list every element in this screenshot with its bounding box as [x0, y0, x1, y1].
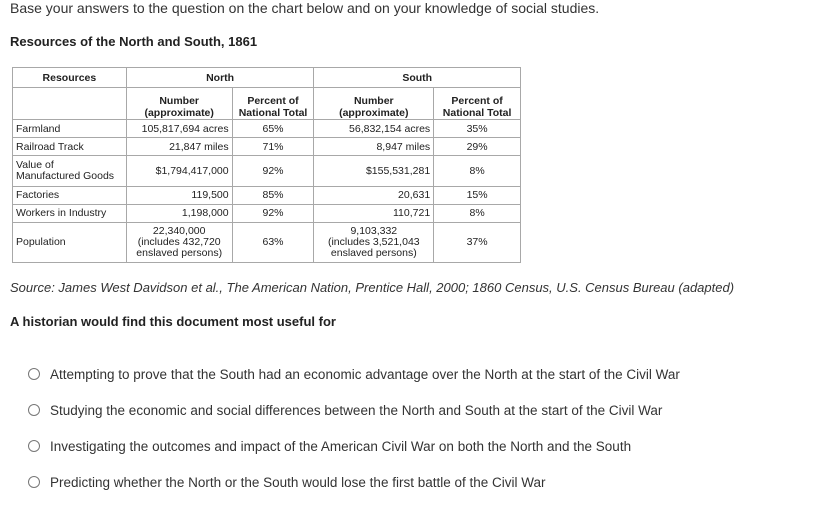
south-percent: 8% [434, 204, 521, 222]
table-row [13, 138, 521, 156]
instructions-text: Base your answers to the question on the chart below and on your knowledge of social studies. [10, 0, 600, 16]
answer-choice-1[interactable] [28, 356, 680, 392]
subheader-south-number: Number (approximate) [314, 88, 434, 120]
table-row [13, 156, 521, 186]
radio-button[interactable] [28, 368, 40, 380]
answer-choices [28, 356, 680, 500]
row-label: Factories [13, 186, 127, 204]
table-row [13, 204, 521, 222]
row-label: Population [13, 222, 127, 262]
row-label: Workers in Industry [13, 204, 127, 222]
north-number: 1,198,000 [126, 204, 232, 222]
south-percent: 8% [434, 156, 521, 186]
choice-label: Studying the economic and social differences between the North and South at the start of the Civil War [50, 402, 663, 418]
south-number: 110,721 [314, 204, 434, 222]
radio-button[interactable] [28, 404, 40, 416]
subheader-south-percent: Percent of National Total [434, 88, 521, 120]
choice-label: Predicting whether the North or the South would lose the first battle of the Civil War [50, 474, 546, 490]
north-percent: 92% [232, 204, 314, 222]
south-percent: 35% [434, 120, 521, 138]
north-number: $1,794,417,000 [126, 156, 232, 186]
radio-button[interactable] [28, 476, 40, 488]
south-number: 9,103,332 (includes 3,521,043 enslaved persons) [314, 222, 434, 262]
south-number: $155,531,281 [314, 156, 434, 186]
south-percent: 29% [434, 138, 521, 156]
source-citation: Source: James West Davidson et al., The American Nation, Prentice Hall, 2000; 1860 Census, U.S. Census Bureau (adapted) [10, 280, 735, 295]
row-label: Farmland [13, 120, 127, 138]
table-row [13, 186, 521, 204]
chart-title: Resources of the North and South, 1861 [10, 34, 258, 49]
north-percent: 71% [232, 138, 314, 156]
answer-choice-4[interactable] [28, 464, 680, 500]
table-row [13, 120, 521, 138]
subheader-north-number: Number (approximate) [126, 88, 232, 120]
row-label: Railroad Track [13, 138, 127, 156]
south-number: 56,832,154 acres [314, 120, 434, 138]
table-row [13, 222, 521, 262]
north-number: 119,500 [126, 186, 232, 204]
south-percent: 15% [434, 186, 521, 204]
header-south: South [314, 68, 521, 88]
north-percent: 65% [232, 120, 314, 138]
south-percent: 37% [434, 222, 521, 262]
header-resources: Resources [13, 68, 127, 88]
choice-label: Investigating the outcomes and impact of the American Civil War on both the North and the South [50, 438, 632, 454]
north-number: 22,340,000 (includes 432,720 enslaved persons) [126, 222, 232, 262]
north-percent: 63% [232, 222, 314, 262]
south-number: 20,631 [314, 186, 434, 204]
north-percent: 92% [232, 156, 314, 186]
row-label: Value of Manufactured Goods [13, 156, 127, 186]
answer-choice-3[interactable] [28, 428, 680, 464]
north-number: 21,847 miles [126, 138, 232, 156]
north-percent: 85% [232, 186, 314, 204]
subheader-empty [13, 88, 127, 120]
choice-label: Attempting to prove that the South had an economic advantage over the North at the start of the Civil War [50, 366, 680, 382]
header-north: North [126, 68, 314, 88]
radio-button[interactable] [28, 440, 40, 452]
question-prompt: A historian would find this document most useful for [10, 314, 336, 329]
north-number: 105,817,694 acres [126, 120, 232, 138]
resources-table [12, 67, 521, 263]
south-number: 8,947 miles [314, 138, 434, 156]
subheader-north-percent: Percent of National Total [232, 88, 314, 120]
answer-choice-2[interactable] [28, 392, 680, 428]
